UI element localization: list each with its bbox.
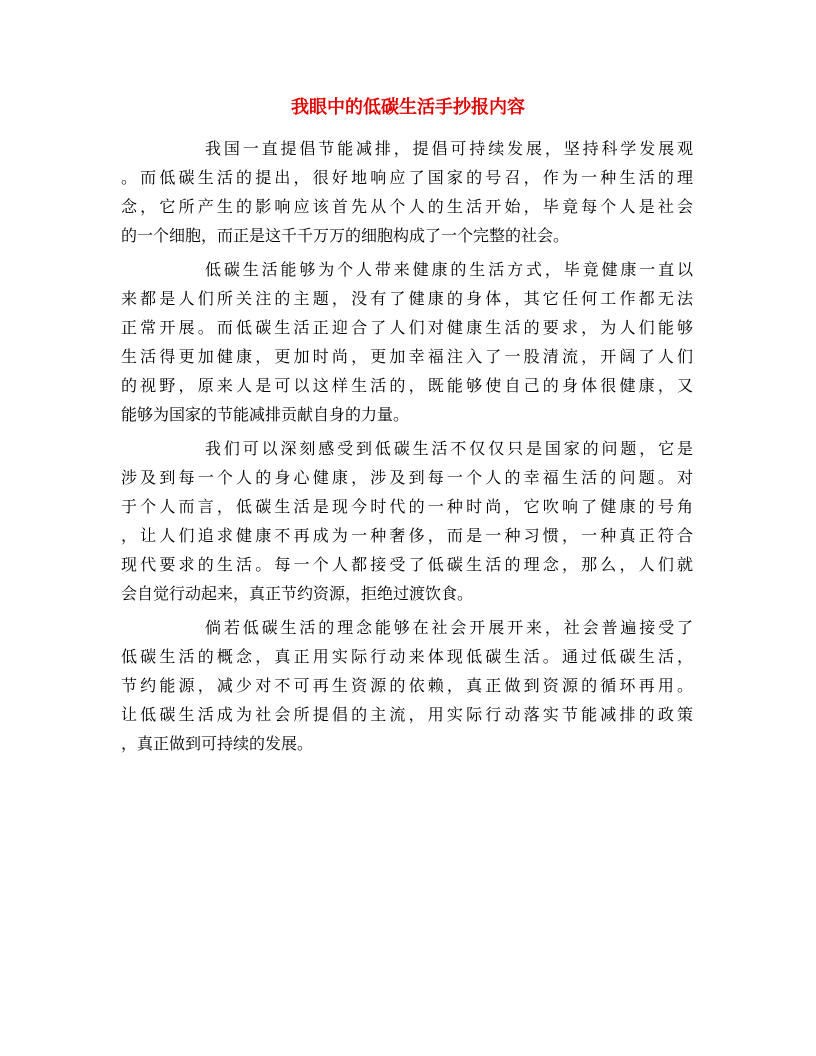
paragraph-line: 我国一直提倡节能减排，提倡可持续发展，坚持科学发展观 xyxy=(205,139,693,158)
paragraph-2 xyxy=(121,255,693,429)
paragraph-line: 涉及到每一个人的身心健康，涉及到每一个人的幸福生活的问题。对 xyxy=(121,468,693,487)
paragraph-line: 现代要求的生活。每一个人都接受了低碳生活的理念，那么，人们就 xyxy=(121,555,693,574)
document-title: 我眼中的低碳生活手抄报内容 xyxy=(291,97,525,118)
paragraph-3 xyxy=(121,434,693,608)
paragraph-line: 的一个细胞，而正是这千千万万的细胞构成了一个完整的社会。 xyxy=(121,226,570,245)
paragraph-1 xyxy=(121,134,693,250)
paragraph-4 xyxy=(121,613,693,758)
paragraph-line: 低碳生活能够为个人带来健康的生活方式，毕竟健康一直以 xyxy=(205,260,693,279)
paragraph-line: 会自觉行动起来，真正节约资源，拒绝过渡饮食。 xyxy=(121,584,474,603)
paragraph-line: 念，它所产生的影响应该首先从个人的生活开始，毕竟每个人是社会 xyxy=(121,197,693,216)
paragraph-line: 生活得更加健康，更加时尚，更加幸福注入了一股清流，开阔了人们 xyxy=(121,347,693,366)
paragraph-line: 能够为国家的节能减排贡献自身的力量。 xyxy=(121,405,410,424)
paragraph-line: 节约能源，减少对不可再生资源的依赖，真正做到资源的循环再用。 xyxy=(121,676,693,695)
paragraph-line: ，让人们追求健康不再成为一种奢侈，而是一种习惯，一种真正符合 xyxy=(121,526,693,545)
paragraph-line: 。而低碳生活的提出，很好地响应了国家的号召，作为一种生活的理 xyxy=(121,168,693,187)
paragraph-line: 来都是人们所关注的主题，没有了健康的身体，其它任何工作都无法 xyxy=(121,289,693,308)
paragraph-line: 正常开展。而低碳生活正迎合了人们对健康生活的要求，为人们能够 xyxy=(121,318,693,337)
document-body xyxy=(121,134,693,763)
paragraph-line: 让低碳生活成为社会所提倡的主流，用实际行动落实节能减排的政策 xyxy=(121,705,693,724)
paragraph-line: ，真正做到可持续的发展。 xyxy=(121,734,314,753)
paragraph-line: 倘若低碳生活的理念能够在社会开展开来，社会普遍接受了 xyxy=(205,618,693,637)
paragraph-line: 于个人而言，低碳生活是现今时代的一种时尚，它吹响了健康的号角 xyxy=(121,497,693,516)
paragraph-line: 低碳生活的概念，真正用实际行动来体现低碳生活。通过低碳生活， xyxy=(121,647,693,666)
paragraph-line: 我们可以深刻感受到低碳生活不仅仅只是国家的问题，它是 xyxy=(205,439,693,458)
paragraph-line: 的视野，原来人是可以这样生活的，既能够使自己的身体很健康，又 xyxy=(121,376,693,395)
